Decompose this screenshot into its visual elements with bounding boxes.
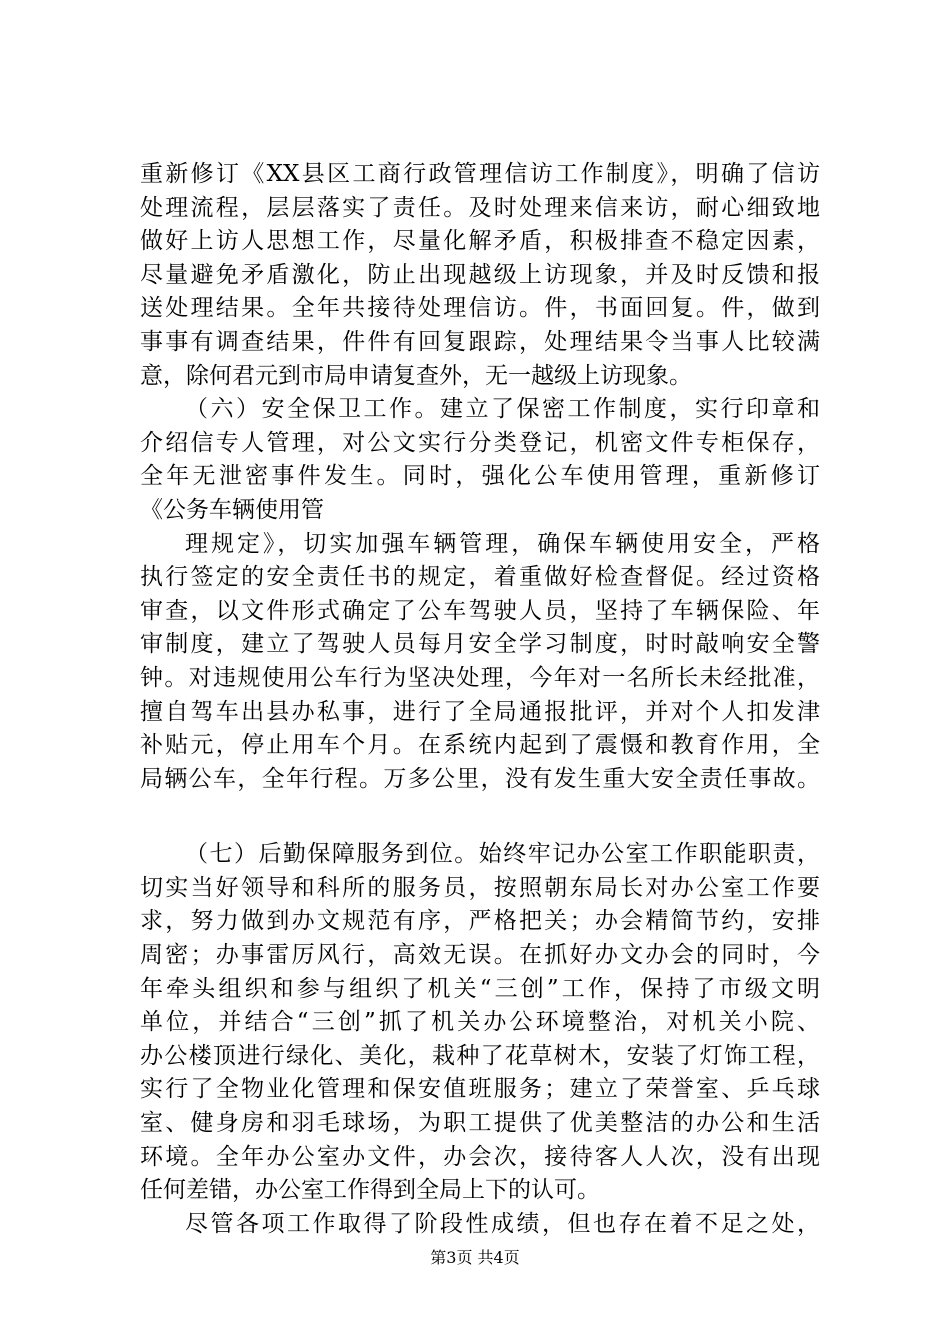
text-line: 尽管各项工作取得了阶段性成绩，但也存在着不足之处， bbox=[185, 1210, 820, 1237]
paragraph-security-work bbox=[140, 393, 820, 527]
page-footer bbox=[0, 1248, 950, 1268]
text-line: 意，除何君元到市局申请复查外，无一越级上访现象。 bbox=[140, 362, 692, 389]
text-line: 求，努力做到办文规范有序，严格把关；办会精简节约，安排 bbox=[140, 908, 820, 935]
text-line: 周密；办事雷厉风行，高效无误。在抓好办文办会的同时，今 bbox=[140, 942, 820, 969]
text-line: 介绍信专人管理，对公文实行分类登记，机密文件专柜保存， bbox=[140, 429, 820, 456]
text-line: 重新修订《XX县区工商行政管理信访工作制度》，明确了信访 bbox=[140, 161, 820, 187]
text-line: 擅自驾车出县办私事，进行了全局通报批评，并对个人扣发津 bbox=[140, 698, 820, 725]
text-line: 执行签定的安全责任书的规定，着重做好检查督促。经过资格 bbox=[140, 564, 820, 591]
text-line: 审制度，建立了驾驶人员每月安全学习制度，时时敲响安全警 bbox=[140, 631, 820, 658]
text-line: 局辆公车，全年行程。万多公里，没有发生重大安全责任事故。 bbox=[140, 765, 820, 792]
text-line: 事事有调查结果，件件有回复跟踪，处理结果令当事人比较满 bbox=[140, 328, 820, 355]
text-line: 单位，并结合“三创”抓了机关办公环境整治，对机关小院、 bbox=[140, 1009, 820, 1036]
text-line: 实行了全物业化管理和保安值班服务；建立了荣誉室、乒乓球 bbox=[140, 1076, 820, 1103]
text-line: （六）安全保卫工作。建立了保密工作制度，实行印章和 bbox=[185, 396, 820, 423]
text-line: 处理流程，层层落实了责任。及时处理来信来访，耐心细致地 bbox=[140, 194, 820, 221]
text-line: 送处理结果。全年共接待处理信访。件，书面回复。件，做到 bbox=[140, 295, 820, 322]
text-line: 室、健身房和羽毛球场，为职工提供了优美整洁的办公和生活 bbox=[140, 1110, 820, 1137]
text-line: 审查，以文件形式确定了公车驾驶人员，坚持了车辆保险、年 bbox=[140, 597, 820, 624]
paragraph-gap bbox=[140, 796, 820, 838]
text-line: 办公楼顶进行绿化、美化，栽种了花草树木，安装了灯饰工程， bbox=[140, 1042, 820, 1069]
text-line: 全年无泄密事件发生。同时，强化公车使用管理，重新修订 bbox=[140, 463, 820, 490]
document-body bbox=[140, 158, 820, 1241]
paragraph-vehicle-management bbox=[140, 528, 820, 797]
text-line: 环境。全年办公室办文件，办会次，接待客人人次，没有出现 bbox=[140, 1143, 820, 1170]
text-line: 《公务车辆使用管 bbox=[140, 496, 324, 523]
text-line: 年牵头组织和参与组织了机关“三创”工作，保持了市级文明 bbox=[140, 975, 820, 1002]
page-number: 第3页 共4页 bbox=[430, 1248, 520, 1267]
paragraph-shortcomings bbox=[140, 1208, 820, 1242]
text-line: 切实当好领导和科所的服务员，按照朝东局长对办公室工作要 bbox=[140, 874, 820, 901]
text-line: 做好上访人思想工作，尽量化解矛盾，积极排查不稳定因素， bbox=[140, 228, 820, 255]
text-line: 理规定》，切实加强车辆管理，确保车辆使用安全，严格 bbox=[185, 530, 820, 557]
text-line: 补贴元，停止用车个月。在系统内起到了震慑和教育作用，全 bbox=[140, 732, 820, 759]
paragraph-petition-handling bbox=[140, 158, 820, 393]
text-line: 钟。对违规使用公车行为坚决处理，今年对一名所长未经批准， bbox=[140, 664, 820, 691]
text-line: （七）后勤保障服务到位。始终牢记办公室工作职能职责， bbox=[185, 841, 820, 868]
text-line: 任何差错，办公室工作得到全局上下的认可。 bbox=[140, 1177, 600, 1204]
text-line: 尽量避免矛盾激化，防止出现越级上访现象，并及时反馈和报 bbox=[140, 261, 820, 288]
paragraph-logistics-service bbox=[140, 838, 820, 1208]
